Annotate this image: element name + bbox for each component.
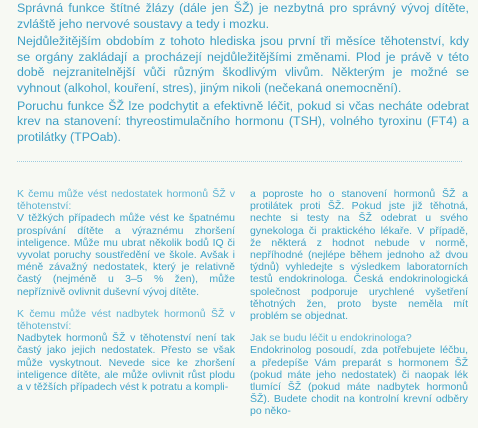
intro-section bbox=[17, 1, 469, 147]
intro-paragraph-2: Nejdůležitějším obdobím z tohoto hlediska jsou první tři měsíce těhotenství, kdy se orgány zakládají a procházejí nejdůležitějšími změnami. Plod je právě v této době nejzranitelnější vůči různým škodlivým vlivům. Některým je možné se vyhnout (alkohol, kouření, stres), jiným nikoli (nečekaná onemocnění). bbox=[17, 34, 469, 95]
paragraph-deficiency: V těžkých případech může vést ke špatnému prospívání dítěte a výraznému zhoršení inteligence. Může mu ubrat několik bodů IQ či vyvolat poruchy soustředění ve škole. Avšak i méně závažný nedostatek, který je relativně častý (nejméně u 3–5 % žen), může nepříznivě ovlivnit duševní vývoj dítěte. bbox=[17, 212, 235, 298]
paragraph-testing: a poproste ho o stanovení hormonů ŠŽ a protilátek proti ŠŽ. Pokud jste již těhotná, nechte si testy na ŠŽ odebrat u svého gynekologa či praktického lékaře. V případě, že některá z hodnot nebude v normě, nepříhodné (nejlépe během jednoho až dvou týdnů) vyhledejte s výsledkem laboratorních testů endokrinologa. Česká endokrinologická společnost podporuje urychlené vyšetření těhotných žen, proto byste neměla mít problém se objednat. bbox=[250, 188, 468, 323]
paragraph-treatment: Endokrinolog posoudí, zda potřebujete léčbu, a předepíše Vám preparát s hormonem ŠŽ (pokud máte jeho nedostatek) či naopak lék tlumící ŠŽ (pokud máte nadbytek hormonů ŠŽ). Budete chodit na kontrolní krevní odběry po něko- bbox=[250, 344, 468, 418]
heading-treatment: Jak se budu léčit u endokrinologa? bbox=[250, 332, 412, 345]
left-column bbox=[17, 188, 235, 403]
section-divider bbox=[17, 161, 462, 162]
right-column bbox=[250, 188, 468, 428]
paragraph-excess: Nadbytek hormonů ŠŽ v těhotenství není tak častý jako jejich nedostatek. Přesto se však může vyskytnout. Nevede sice ke zhoršení inteligence dítěte, ale může ovlivnit růst plodu a v těžších případech vést k potratu a kompli- bbox=[17, 332, 235, 394]
heading-excess: K čemu může vést nadbytek hormonů ŠŽ v těhotenství: bbox=[17, 307, 235, 333]
intro-paragraph-3: Poruchu funkce ŠŽ lze podchytit a efektivně léčit, pokud si včas necháte odebrat krev na stanovení: thyreostimulačního hormonu (TSH), volného tyroxinu (FT4) a protilátky (TPOab). bbox=[17, 98, 469, 144]
heading-deficiency: K čemu může vést nedostatek hormonů ŠŽ v těhotenství: bbox=[17, 188, 235, 213]
intro-paragraph-1: Správná funkce štítné žlázy (dále jen ŠŽ) je nezbytná pro správný vývoj dítěte, zvláště jeho nervové soustavy a tedy i mozku. bbox=[17, 1, 469, 31]
